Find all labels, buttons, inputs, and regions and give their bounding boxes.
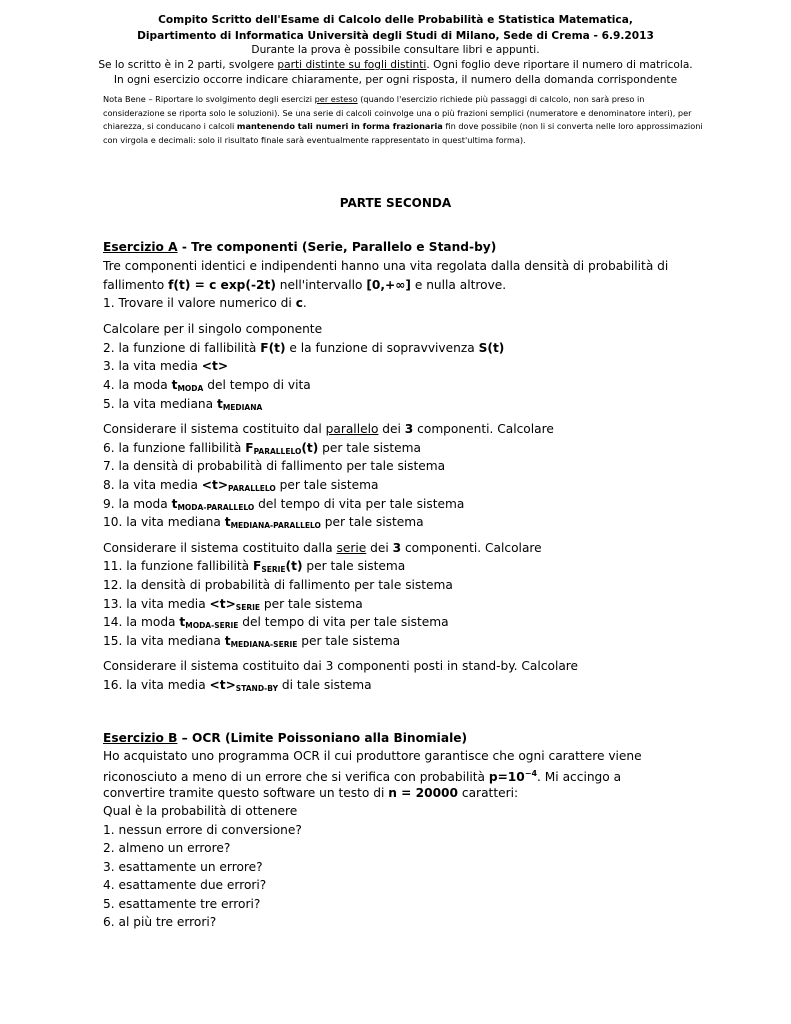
standby-heading: Considerare il sistema costituito dai 3 componenti posti in stand-by. Calcolare xyxy=(103,659,579,673)
exercise-b-line1: Ho acquistato uno programma OCR il cui produttore garantisce che ogni carattere viene xyxy=(103,749,642,763)
question-a11: 11. la funzione fallibilità $F_{SERIE}(t)$ per tale sistema xyxy=(103,559,406,574)
part-title: PARTE SECONDA xyxy=(339,196,452,210)
question-b6: 6. al più tre errori? xyxy=(103,915,217,929)
exercise-a-title: Esercizio A - Tre componenti (Serie, Parallelo e Stand-by) xyxy=(103,240,497,254)
exercise-b-line3: convertire tramite questo software un testo di n = 20000 caratteri: xyxy=(103,786,519,800)
header-title-line1: Compito Scritto dell'Esame di Calcolo delle Probabilità e Statistica Matematica, xyxy=(158,14,633,26)
question-a7: 7. la densità di probabilità di fallimento per tale sistema xyxy=(103,459,446,473)
question-b1: 1. nessun errore di conversione? xyxy=(103,823,302,837)
nota-bene-paragraph: Nota Bene – Riportare lo svolgimento degli esercizi per esteso (quando l'esercizio richiede più passaggi di calcolo, non sarà preso in considerazione se riporta solo le soluzioni). Se una serie di calcoli coinvolge una o più frazioni semplici (numeratore e denominatore interi), per chiarezza, si conducano i calcoli mantenendo tali numeri in forma frazionaria fin dove possibile (non li si converta nelle loro approssimazioni con virgola e decimali: solo il risultato finale sarà eventualmente rappresentato in quest'ultima forma). xyxy=(103,94,703,145)
question-b4: 4. esattamente due errori? xyxy=(103,878,267,892)
exercise-b-title: Esercizio B – OCR (Limite Poissoniano alla Binomiale) xyxy=(103,731,468,745)
question-a8: 8. la vita media $<t>_{PARALLELO}$ per tale sistema xyxy=(103,478,379,493)
question-a15: 15. la vita mediana $t_{MEDIANA-SERIE}$ per tale sistema xyxy=(103,634,401,649)
question-a10: 10. la vita mediana $t_{MEDIANA-PARALLELO}$ per tale sistema xyxy=(103,515,424,530)
header-line3: Durante la prova è possibile consultare libri e appunti. xyxy=(251,44,540,56)
question-a14: 14. la moda $t_{MODA-SERIE}$ del tempo di vita per tale sistema xyxy=(103,615,449,630)
exercise-b-line2: riconosciuto a meno di un errore che si verifica con probabilità $p=10^{-4}$. Mi accingo a xyxy=(103,769,622,784)
exercise-a-intro-line2: fallimento f(t) = c exp(-2t) nell'intervallo [0,+∞] e nulla altrove. xyxy=(103,278,507,292)
series-heading: Considerare il sistema costituito dalla serie dei 3 componenti. Calcolare xyxy=(103,541,542,555)
question-a5: 5. la vita mediana $t_{MEDIANA}$ xyxy=(103,397,263,412)
question-a2: 2. la funzione di fallibilità F(t) e la funzione di sopravvivenza S(t) xyxy=(103,341,505,355)
single-component-heading: Calcolare per il singolo componente xyxy=(103,322,323,336)
question-a3: 3. la vita media <t> xyxy=(103,359,229,373)
question-b2: 2. almeno un errore? xyxy=(103,841,231,855)
question-a16: 16. la vita media $<t>_{STAND-BY}$ di tale sistema xyxy=(103,678,372,693)
question-a6: 6. la funzione fallibilità $F_{PARALLELO}(t)$ per tale sistema xyxy=(103,441,422,456)
header-line4: Se lo scritto è in 2 parti, svolgere parti distinte su fogli distinti. Ogni foglio deve riportare il numero di matricola. xyxy=(98,59,693,71)
question-a1: 1. Trovare il valore numerico di c. xyxy=(103,296,307,310)
question-b5: 5. esattamente tre errori? xyxy=(103,897,261,911)
question-a9: 9. la moda $t_{MODA-PARALLELO}$ del tempo di vita per tale sistema xyxy=(103,497,465,512)
parallel-heading: Considerare il sistema costituito dal parallelo dei 3 componenti. Calcolare xyxy=(103,422,554,436)
exercise-a-intro-line1: Tre componenti identici e indipendenti hanno una vita regolata dalla densità di probabilità di xyxy=(103,259,669,273)
question-a12: 12. la densità di probabilità di fallimento per tale sistema xyxy=(103,578,453,592)
question-a13: 13. la vita media $<t>_{SERIE}$ per tale sistema xyxy=(103,597,363,612)
question-a4: 4. la moda $t_{MODA}$ del tempo di vita xyxy=(103,378,311,393)
header-line5: In ogni esercizio occorre indicare chiaramente, per ogni risposta, il numero della domanda corrispondente xyxy=(113,74,678,86)
exercise-b-line4: Qual è la probabilità di ottenere xyxy=(103,804,298,818)
header-title-line2: Dipartimento di Informatica Università degli Studi di Milano, Sede di Crema - 6.9.2013 xyxy=(137,30,654,42)
question-b3: 3. esattamente un errore? xyxy=(103,860,263,874)
